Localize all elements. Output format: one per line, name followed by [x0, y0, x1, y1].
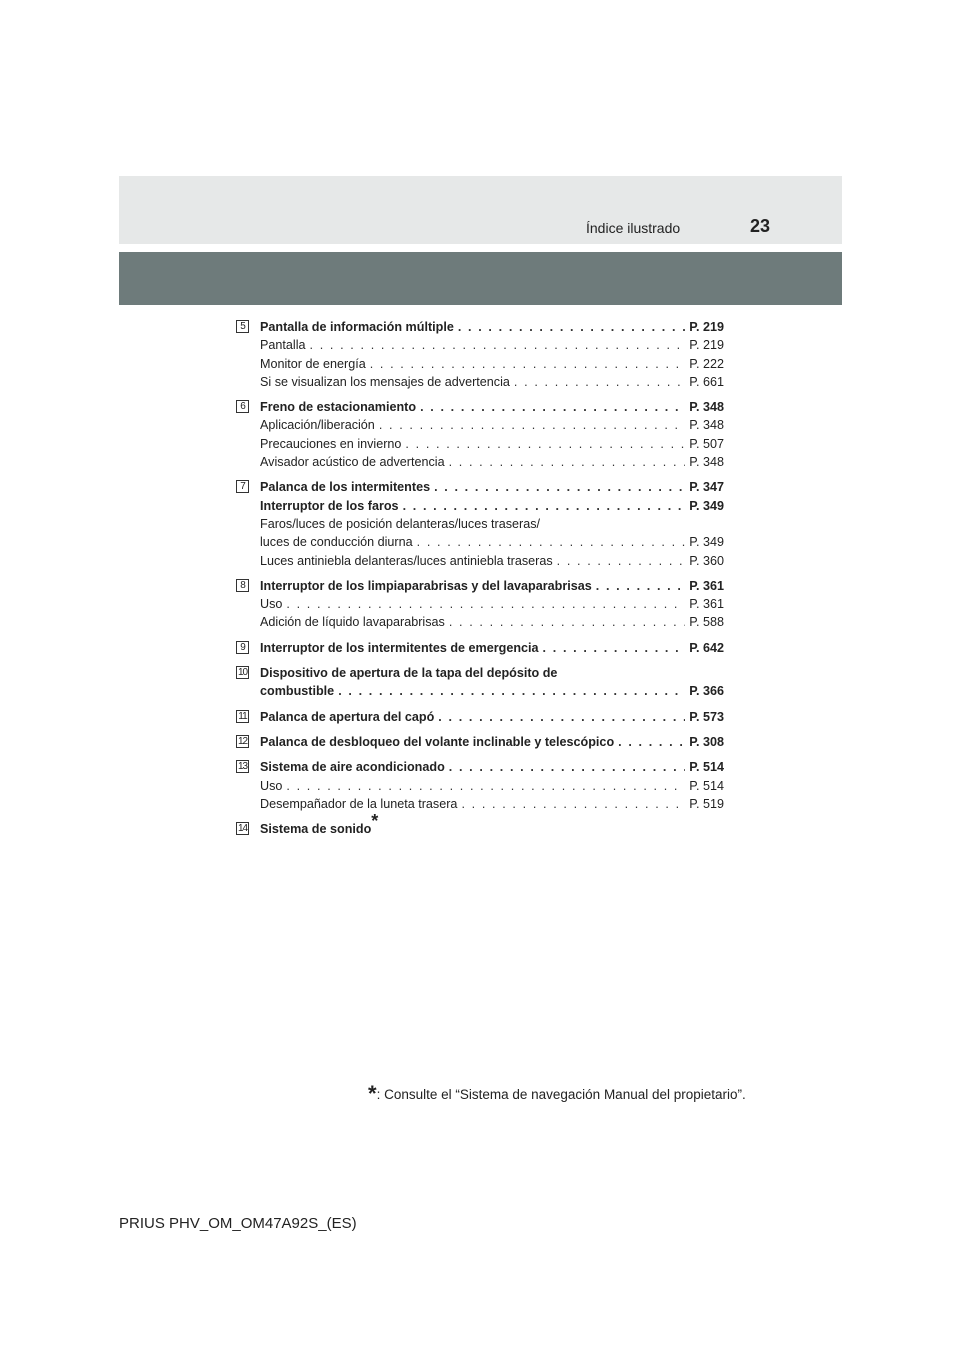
index-group	[236, 478, 724, 569]
index-entry	[260, 497, 724, 515]
entry-label	[260, 758, 445, 776]
page-reference: P. 519	[689, 796, 724, 811]
dot-leader	[370, 355, 685, 373]
entry-label-text: Adición de líquido lavaparabrisas	[260, 615, 445, 630]
dot-leader	[417, 533, 686, 551]
dot-leader	[618, 733, 685, 751]
index-entry	[260, 733, 724, 751]
item-number-badge: 9	[236, 641, 249, 654]
entry-label-text: Desempañador de la luneta trasera	[260, 796, 458, 811]
index-entry	[260, 577, 724, 595]
page-reference: P. 361	[689, 578, 724, 593]
dot-leader	[449, 758, 685, 776]
index-group	[236, 577, 724, 632]
entry-label	[260, 664, 557, 682]
page-reference: P. 514	[689, 760, 724, 775]
dot-leader	[461, 795, 685, 813]
index-list	[236, 318, 724, 845]
index-group	[236, 398, 724, 471]
entry-label	[260, 515, 540, 533]
index-entry	[260, 708, 724, 726]
entry-label	[260, 577, 592, 595]
header-band-dark	[119, 252, 842, 305]
entry-label-text: Sistema de sonido	[260, 822, 372, 837]
entry-label-text: Precauciones en invierno	[260, 436, 402, 451]
dot-leader	[338, 682, 685, 700]
entry-label	[260, 795, 457, 813]
index-group	[236, 733, 724, 751]
entry-label	[260, 552, 553, 570]
entry-label	[260, 639, 539, 657]
index-entry	[260, 398, 724, 416]
entry-label-text: Avisador acústico de advertencia	[260, 455, 445, 470]
entry-label-text: Aplicación/liberación	[260, 418, 375, 433]
section-title: Índice ilustrado	[586, 220, 681, 236]
index-subentry	[260, 777, 724, 795]
entry-label	[260, 373, 510, 391]
dot-leader	[286, 595, 685, 613]
dot-leader	[458, 318, 685, 336]
page-reference: P. 360	[689, 553, 724, 568]
index-subentry	[260, 355, 724, 373]
dot-leader	[310, 336, 686, 354]
entry-label-text: Palanca de desbloqueo del volante inclinable y telescópico	[260, 734, 615, 749]
entry-label	[260, 416, 375, 434]
index-subentry	[260, 435, 724, 453]
footnote-star: *	[368, 1081, 377, 1106]
entry-label	[260, 497, 399, 515]
entry-label	[260, 810, 379, 838]
footnote-text: : Consulte el “Sistema de navegación Manual del propietario”.	[376, 1087, 746, 1102]
entry-label	[260, 355, 366, 373]
index-group	[236, 664, 724, 701]
page-reference: P. 347	[689, 480, 724, 495]
entry-label	[260, 708, 434, 726]
dot-leader	[557, 552, 686, 570]
entry-label	[260, 453, 445, 471]
entry-label-text: Faros/luces de posición delanteras/luces traseras/	[260, 516, 541, 531]
index-subentry	[260, 336, 724, 354]
entry-label	[260, 595, 282, 613]
entry-label	[260, 435, 401, 453]
page-reference: P. 348	[689, 418, 724, 433]
index-group	[236, 758, 724, 813]
entry-label-text: Pantalla de información múltiple	[260, 320, 454, 334]
index-entry	[260, 639, 724, 657]
entry-label-text: Pantalla	[260, 338, 306, 353]
index-subentry	[260, 552, 724, 570]
page-reference: P. 514	[689, 778, 724, 793]
item-number-badge: 11	[236, 710, 249, 723]
item-number-badge: 6	[236, 400, 249, 413]
entry-label	[260, 398, 416, 416]
page-reference: P. 308	[689, 734, 724, 749]
header-band-light	[119, 176, 842, 244]
index-group	[236, 810, 724, 838]
index-subentry	[260, 533, 724, 551]
entry-label	[260, 682, 334, 700]
index-subentry	[260, 595, 724, 613]
dot-leader	[403, 497, 686, 515]
page-reference: P. 588	[689, 615, 724, 630]
entry-label-text: Uso	[260, 778, 283, 793]
index-subentry	[260, 453, 724, 471]
entry-label-text: Si se visualizan los mensajes de advertencia	[260, 374, 510, 389]
entry-label	[260, 777, 282, 795]
index-group	[236, 639, 724, 657]
page-reference: P. 222	[689, 356, 724, 371]
item-number-badge: 12	[237, 735, 248, 747]
item-number-badge: 10	[237, 667, 248, 679]
item-number-badge: 7	[236, 480, 249, 493]
item-number-badge: 5	[236, 320, 249, 333]
page-reference: P. 348	[689, 455, 724, 470]
item-number-badge: 14	[237, 823, 248, 835]
page-number: 23	[750, 216, 771, 236]
page-reference: P. 661	[689, 374, 724, 389]
entry-label	[260, 318, 454, 336]
dot-leader	[286, 777, 685, 795]
entry-label	[260, 533, 413, 551]
entry-label-text: Uso	[260, 597, 283, 612]
index-entry	[260, 758, 724, 776]
entry-label-text: Interruptor de los limpiaparabrisas y del lavaparabrisas	[260, 578, 592, 593]
dot-leader	[514, 373, 685, 391]
index-subentry	[260, 373, 724, 391]
index-entry	[260, 810, 724, 838]
entry-label-text: Interruptor de los intermitentes de emergencia	[260, 640, 539, 655]
entry-label-text: combustible	[260, 684, 335, 699]
index-group	[236, 708, 724, 726]
footnote	[368, 1079, 746, 1105]
index-subentry	[260, 795, 724, 813]
index-subentry	[260, 515, 724, 533]
page-reference: P. 219	[689, 338, 724, 353]
page-reference: P. 348	[689, 400, 724, 415]
entry-label	[260, 478, 430, 496]
index-subentry	[260, 416, 724, 434]
document-id: PRIUS PHV_OM_OM47A92S_(ES)	[119, 1215, 357, 1232]
index-entry	[260, 318, 724, 336]
entry-label-text: Dispositivo de apertura de la tapa del depósito de	[260, 666, 558, 681]
entry-label-text: Monitor de energía	[260, 356, 366, 371]
item-number-badge: 8	[236, 579, 249, 592]
dot-leader	[420, 398, 685, 416]
index-entry	[260, 682, 724, 700]
dot-leader	[449, 453, 686, 471]
page-reference: P. 573	[689, 709, 724, 724]
entry-label	[260, 733, 614, 751]
dot-leader	[449, 613, 685, 631]
entry-label-text: Interruptor de los faros	[260, 498, 399, 513]
index-group	[236, 318, 724, 391]
entry-label-text: Sistema de aire acondicionado	[260, 760, 445, 775]
index-entry	[260, 664, 724, 682]
page-reference: P. 642	[689, 640, 724, 655]
asterisk-mark: *	[371, 810, 379, 831]
page-reference: P. 507	[689, 436, 724, 451]
page-reference: P. 219	[689, 320, 724, 334]
index-entry	[260, 478, 724, 496]
dot-leader	[379, 416, 685, 434]
dot-leader	[434, 478, 685, 496]
dot-leader	[543, 639, 686, 657]
dot-leader	[596, 577, 685, 595]
entry-label-text: Freno de estacionamiento	[260, 400, 417, 415]
page-reference: P. 366	[689, 684, 724, 699]
dot-leader	[405, 435, 685, 453]
entry-label	[260, 613, 445, 631]
index-subentry	[260, 613, 724, 631]
page-reference: P. 349	[689, 535, 724, 550]
entry-label-text: Luces antiniebla delanteras/luces antiniebla traseras	[260, 553, 553, 568]
page-reference: P. 361	[689, 597, 724, 612]
dot-leader	[438, 708, 685, 726]
entry-label-text: luces de conducción diurna	[260, 535, 413, 550]
page-reference: P. 349	[689, 498, 724, 513]
entry-label-text: Palanca de apertura del capó	[260, 709, 435, 724]
entry-label	[260, 336, 306, 354]
item-number-badge: 13	[237, 761, 248, 773]
entry-label-text: Palanca de los intermitentes	[260, 480, 431, 495]
